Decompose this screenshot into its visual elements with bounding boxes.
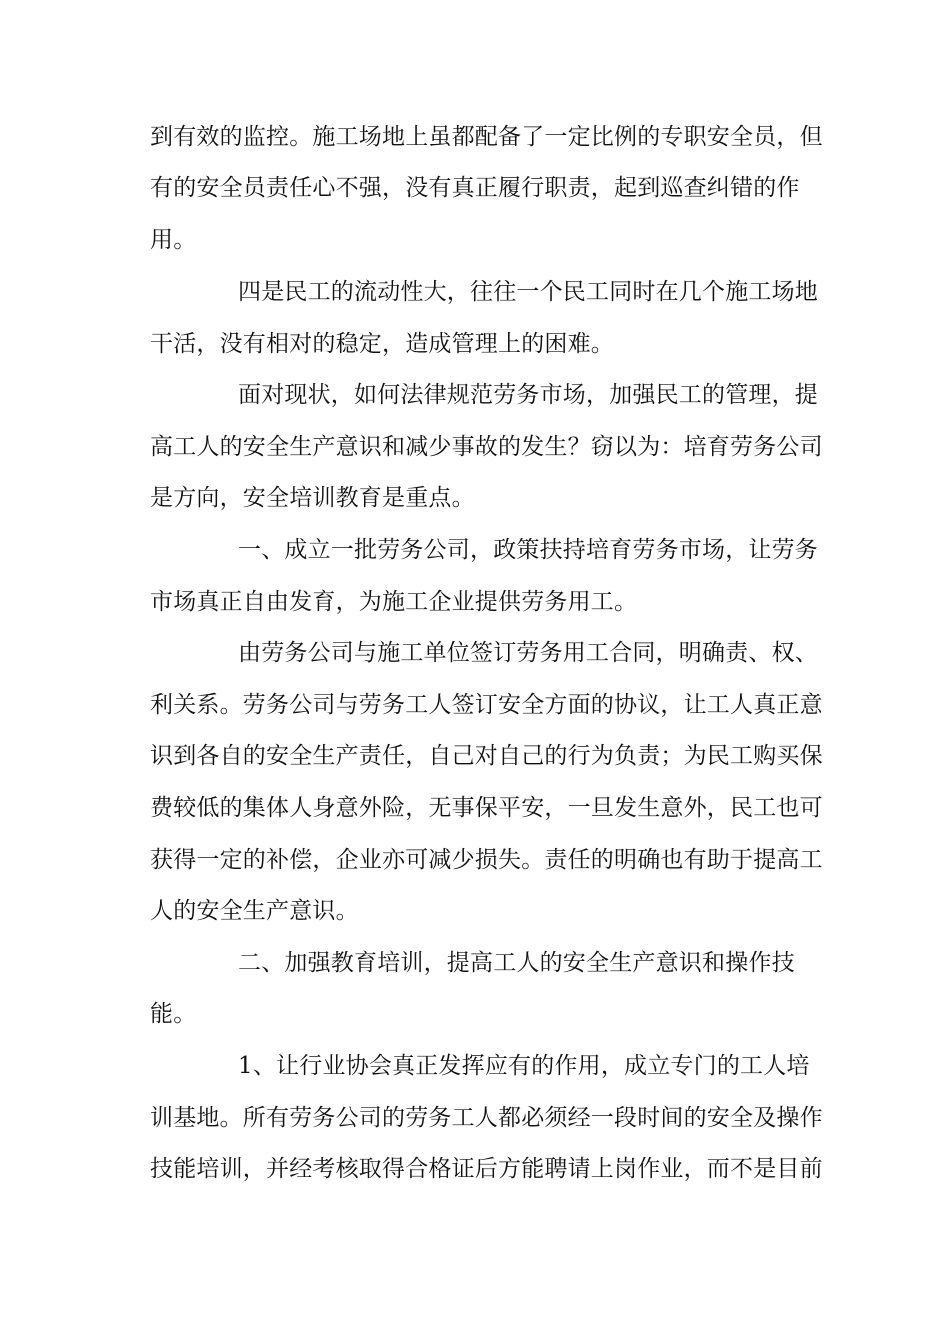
paragraph-first-line: 由劳务公司与施工单位签订劳务用工合同，明确责、权、 — [238, 640, 818, 666]
text-line: 训基地。所有劳务公司的劳务工人都必须经一段时间的安全及操作 — [150, 1105, 823, 1131]
text-line: 能。 — [150, 1001, 197, 1027]
section-heading-first-line: 一、成立一批劳务公司，政策扶持培育劳务市场，让劳务 — [238, 537, 818, 563]
paragraph-first-line: 面对现状，如何法律规范劳务市场，加强民工的管理，提 — [238, 382, 818, 408]
section-heading-first-line: 二、加强教育培训，提高工人的安全生产意识和操作技 — [238, 950, 795, 976]
text-line: 干活，没有相对的稳定，造成管理上的困难。 — [150, 331, 614, 357]
text-line: 有的安全员责任心不强，没有真正履行职责，起到巡查纠错的作 — [150, 175, 800, 201]
text-line: 费较低的集体人身意外险，无事保平安，一旦发生意外，民工也可 — [150, 795, 823, 821]
text-line: 人的安全生产意识。 — [150, 898, 359, 924]
paragraph-first-line: 四是民工的流动性大，往往一个民工同时在几个施工场地 — [238, 279, 818, 305]
text-line: 利关系。劳务公司与劳务工人签订安全方面的协议，让工人真正意 — [150, 692, 823, 718]
text-line: 到有效的监控。施工场地上虽都配备了一定比例的专职安全员，但 — [150, 124, 823, 150]
text-line: 技能培训，并经考核取得合格证后方能聘请上岗作业，而不是目前 — [150, 1156, 823, 1182]
text-line: 获得一定的补偿，企业亦可减少损失。责任的明确也有助于提高工 — [150, 847, 823, 873]
text-line: 识到各自的安全生产责任，自己对自己的行为负责；为民工购买保 — [150, 743, 823, 769]
text-line: 高工人的安全生产意识和减少事故的发生？窃以为：培育劳务公司 — [150, 434, 823, 460]
paragraph-first-line: 1、让行业协会真正发挥应有的作用，成立专门的工人培 — [238, 1053, 810, 1079]
text-line: 用。 — [150, 227, 197, 253]
text-line: 市场真正自由发育，为施工企业提供劳务用工。 — [150, 589, 638, 615]
text-line: 是方向，安全培训教育是重点。 — [150, 485, 475, 511]
